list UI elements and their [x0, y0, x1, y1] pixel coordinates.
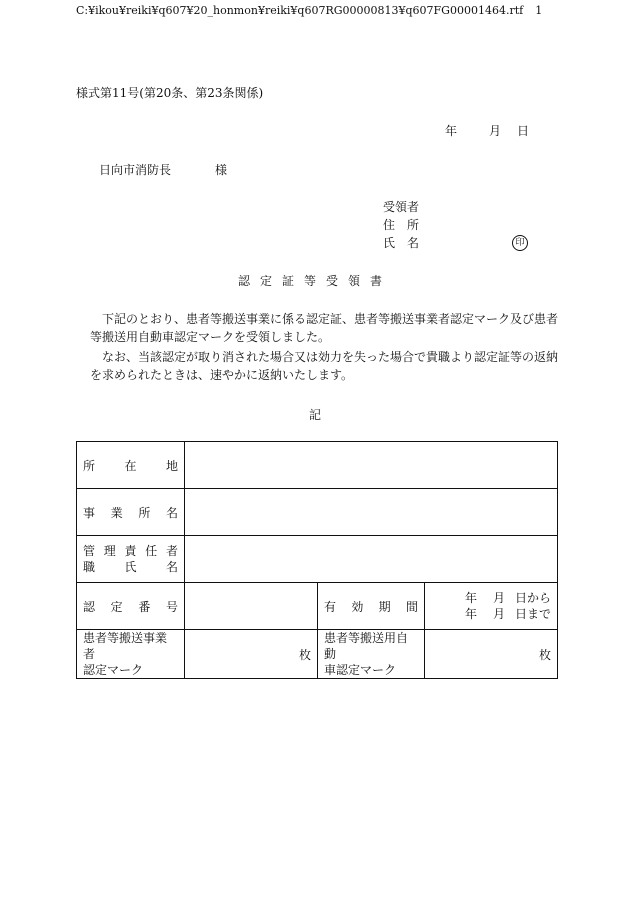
table-row — [77, 630, 558, 679]
body-paragraph-2: なお、当該認定が取り消された場合又は効力を失った場合で貴職より認定証等の返納を求められたときは、速やかに返納いたします。 — [90, 350, 559, 382]
vehicle-mark-unit: 枚 — [539, 647, 552, 662]
addressee-honorific: 様 — [215, 163, 228, 177]
date-day: 日 — [517, 124, 530, 138]
cert-number-label: 認定番号 — [77, 583, 185, 630]
period-from-year: 年 — [465, 591, 478, 605]
ki-heading: 記 — [308, 408, 321, 422]
seal-mark: 印 — [512, 235, 528, 251]
location-value[interactable] — [185, 442, 558, 489]
addressee — [99, 161, 227, 178]
vehicle-mark-label — [318, 630, 425, 679]
vehicle-mark-label-line2: 車認定マーク — [324, 663, 397, 677]
file-path: C:¥ikou¥reiki¥q607¥20_honmon¥reiki¥q607RG00000813¥q607FG00001464.rtf — [76, 4, 524, 17]
period-to-month: 月 — [493, 607, 506, 621]
operator-mark-label — [77, 630, 185, 679]
date-line — [445, 122, 529, 139]
vehicle-mark-label-line1: 患者等搬送用自動 — [324, 631, 409, 661]
table-row — [77, 583, 558, 630]
period-to — [431, 606, 551, 622]
period-to-year: 年 — [465, 607, 478, 621]
period-to-suffix: 日まで — [515, 607, 552, 621]
operator-mark-unit: 枚 — [298, 647, 311, 662]
recipient-heading: 受領者 — [383, 200, 420, 214]
cert-number-value[interactable] — [185, 583, 318, 630]
recipient-name-label: 氏 名 — [383, 236, 420, 250]
body-text — [90, 310, 560, 386]
operator-mark-count[interactable] — [185, 630, 318, 679]
vehicle-mark-count[interactable] — [425, 630, 558, 679]
date-year: 年 — [445, 124, 458, 138]
office-name-value[interactable] — [185, 489, 558, 536]
location-label: 所在地 — [77, 442, 185, 489]
date-month: 月 — [489, 124, 502, 138]
table-row — [77, 489, 558, 536]
period-from-month: 月 — [493, 591, 506, 605]
manager-label — [77, 536, 185, 583]
document-title: 認定証等受領書 — [237, 274, 392, 288]
addressee-name: 日向市消防長 — [99, 163, 172, 177]
table-row — [77, 442, 558, 489]
office-name-label: 事業所名 — [77, 489, 185, 536]
period-from-suffix: 日から — [515, 591, 552, 605]
manager-value[interactable] — [185, 536, 558, 583]
page-number: 1 — [535, 4, 543, 17]
recipient-address-label: 住 所 — [383, 218, 420, 232]
validity-period[interactable] — [425, 583, 558, 630]
period-from — [431, 590, 551, 606]
operator-mark-label-line2: 認定マーク — [83, 663, 144, 677]
receipt-form-table — [76, 441, 558, 679]
form-number: 様式第11号(第20条、第23条関係) — [76, 86, 264, 100]
manager-label-line1: 管理責任者 — [83, 544, 178, 558]
body-paragraph-1: 下記のとおり、患者等搬送事業に係る認定証、患者等搬送事業者認定マーク及び患者等搬送用自動車認定マークを受領しました。 — [90, 312, 559, 344]
table-row — [77, 536, 558, 583]
validity-label: 有効期間 — [318, 583, 425, 630]
recipient-block — [383, 198, 419, 252]
manager-label-line2: 職氏名 — [83, 560, 178, 574]
operator-mark-label-line1: 患者等搬送事業者 — [83, 631, 168, 661]
file-path-header — [76, 4, 542, 17]
